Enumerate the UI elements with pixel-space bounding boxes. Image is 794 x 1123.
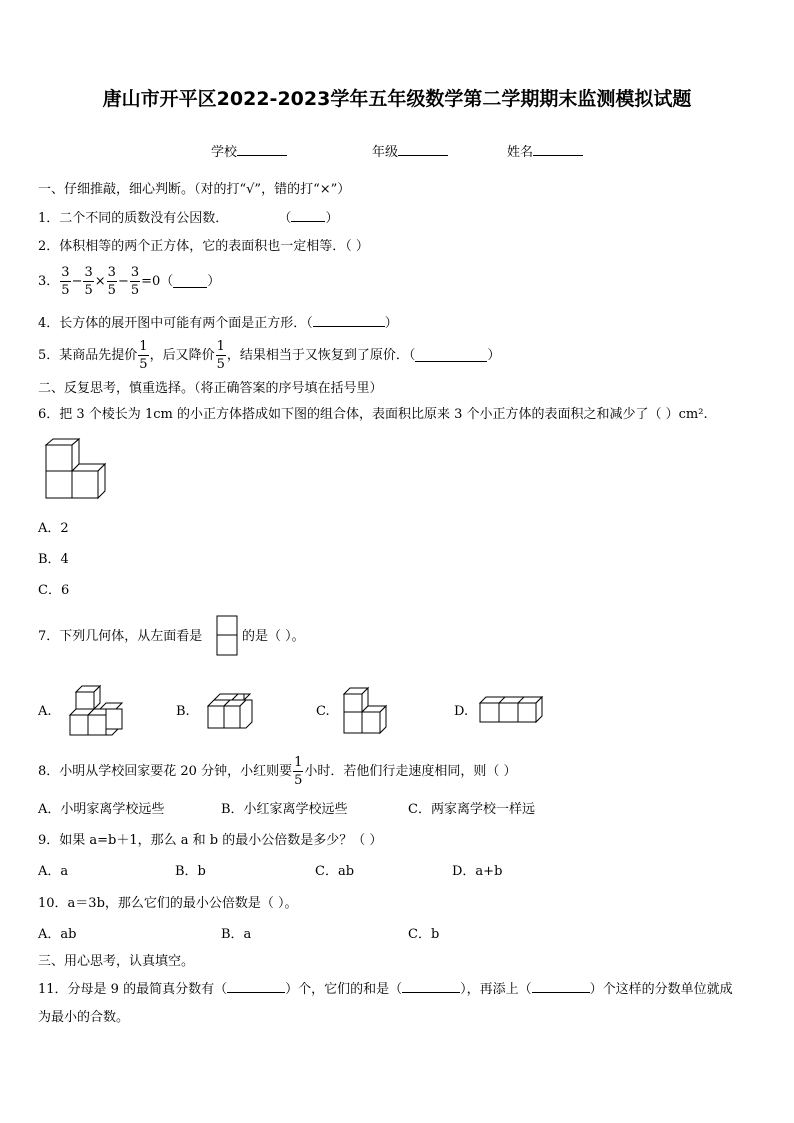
section3-heading: 三、用心思考，认真填空。 xyxy=(38,954,195,969)
q7-option-d-figure xyxy=(478,695,544,725)
question-2: 2．体积相等的两个正方体，它的表面积也一定相等．（ ） xyxy=(38,239,369,254)
cube-face xyxy=(46,471,72,498)
equals-zero: =0（ xyxy=(141,274,174,289)
paren-right: ） xyxy=(384,316,398,331)
fraction: $\frac{1}{5}$ xyxy=(139,339,148,372)
question-3-number: 3． xyxy=(38,274,60,289)
q10-options xyxy=(38,928,758,942)
question-11-text-a: 11．分母是 9 的最简真分数有（ xyxy=(38,982,228,997)
q8-option-c[interactable]: C．两家离学校一样远 xyxy=(408,802,535,817)
answer-blank-11c[interactable] xyxy=(532,980,590,993)
question-5-text-b: ，后又降价 xyxy=(149,348,215,363)
q7-option-b[interactable]: B. xyxy=(176,704,190,719)
q7-option-c[interactable]: C. xyxy=(316,704,330,719)
q8-options xyxy=(38,803,758,817)
q7-option-d[interactable]: D. xyxy=(454,704,469,719)
q9-option-b[interactable]: B．b xyxy=(175,864,206,879)
grade-label: 年级 xyxy=(372,145,399,160)
fraction: $\frac{3}{5}$ xyxy=(84,265,93,298)
q6-option-a[interactable]: A．2 xyxy=(38,521,69,536)
q6-option-c[interactable]: C．6 xyxy=(38,583,70,598)
school-blank[interactable] xyxy=(237,143,287,156)
fraction: $\frac{3}{5}$ xyxy=(130,265,140,298)
q6-option-b[interactable]: B．4 xyxy=(38,552,69,567)
section2-heading: 二、反复思考，慎重选择。（将正确答案的序号填在括号里） xyxy=(38,381,383,396)
answer-blank-5[interactable] xyxy=(415,349,487,362)
question-4-text: 4．长方体的展开图中可能有两个面是正方形．（ xyxy=(38,316,313,331)
question-10: 10．a＝3b，那么它们的最小公倍数是（ ）。 xyxy=(38,896,298,911)
page-title: 唐山市开平区2022-2023学年五年级数学第二学期期末监测模拟试题 xyxy=(102,88,692,110)
answer-blank-3[interactable] xyxy=(173,275,207,288)
q9-option-a[interactable]: A．a xyxy=(38,864,69,879)
question-8 xyxy=(38,756,517,787)
q9-option-c[interactable]: C．ab xyxy=(315,864,355,879)
question-7-text-b: 的是（ ）。 xyxy=(242,629,305,644)
question-5-text-c: ，结果相当于又恢复到了原价．（ xyxy=(226,348,416,363)
cube-face xyxy=(46,445,72,471)
paren-right: ） xyxy=(487,348,501,363)
fraction: $\frac{1}{5}$ xyxy=(294,755,303,788)
question-5 xyxy=(38,340,500,371)
question-1-text: 1．二个不同的质数没有公因数． xyxy=(38,211,229,226)
q9-option-d[interactable]: D．a+b xyxy=(452,864,503,879)
q10-option-c[interactable]: C．b xyxy=(408,927,440,942)
question-11-line2: 为最小的合数。 xyxy=(38,1010,130,1025)
paren-left: （ xyxy=(278,211,292,226)
name-blank[interactable] xyxy=(533,143,583,156)
section1-heading: 一、仔细推敲，细心判断。（对的打“√”，错的打“×”） xyxy=(38,182,351,197)
question-11-text-b: ）个，它们的和是（ xyxy=(285,982,403,997)
answer-blank-11b[interactable] xyxy=(402,980,460,993)
grade-blank[interactable] xyxy=(398,143,448,156)
school-field xyxy=(211,143,287,159)
q7-option-b-figure xyxy=(206,692,256,732)
name-label: 姓名 xyxy=(507,145,534,160)
question-1 xyxy=(38,209,338,225)
fraction: $\frac{3}{5}$ xyxy=(107,265,116,298)
fraction: $\frac{3}{5}$ xyxy=(61,265,70,298)
q7-option-c-figure xyxy=(342,686,390,736)
question-3 xyxy=(38,266,220,297)
q7-left-view-icon xyxy=(216,615,238,656)
question-11-line1 xyxy=(38,980,733,996)
question-5-text-a: 5．某商品先提价 xyxy=(38,348,138,363)
times-sign: × xyxy=(94,274,106,289)
cube-face xyxy=(72,471,98,498)
question-8-text-a: 8．小明从学校回家要花 20 分钟，小红则要 xyxy=(38,764,293,779)
name-field xyxy=(507,143,583,159)
school-label: 学校 xyxy=(211,145,238,160)
answer-blank-1[interactable] xyxy=(291,209,325,222)
q7-option-a[interactable]: A. xyxy=(38,704,52,719)
question-7-text-a: 7．下列几何体，从左面看是 xyxy=(38,629,203,644)
minus-sign: − xyxy=(117,274,129,289)
q8-option-b[interactable]: B．小红家离学校远些 xyxy=(221,802,348,817)
q7-option-a-figure xyxy=(68,685,124,737)
q9-options xyxy=(38,865,758,879)
question-9: 9．如果 a=b＋1，那么 a 和 b 的最小公倍数是多少？（ ） xyxy=(38,833,383,848)
question-11-text-d: ）个这样的分数单位就成 xyxy=(589,982,733,997)
grade-field xyxy=(372,143,448,159)
question-6: 6．把 3 个棱长为 1cm 的小正方体搭成如下图的组合体，表面积比原来 3 个小正方体的表面积之和减少了（ ）cm². xyxy=(38,407,708,422)
question-8-text-b: 小时．若他们行走速度相同，则（ ） xyxy=(304,764,517,779)
paren-right: ） xyxy=(325,211,339,226)
answer-blank-11a[interactable] xyxy=(227,980,285,993)
minus-sign: − xyxy=(71,274,83,289)
q8-option-a[interactable]: A．小明家离学校远些 xyxy=(38,802,165,817)
question-4 xyxy=(38,314,398,330)
q6-cube-figure xyxy=(44,438,106,500)
q10-option-b[interactable]: B．a xyxy=(221,927,252,942)
fraction: $\frac{1}{5}$ xyxy=(216,339,225,372)
q10-option-a[interactable]: A．ab xyxy=(38,927,77,942)
answer-blank-4[interactable] xyxy=(313,314,385,327)
paren-right: ） xyxy=(207,274,221,289)
question-11-text-c: ），再添上（ xyxy=(460,982,532,997)
